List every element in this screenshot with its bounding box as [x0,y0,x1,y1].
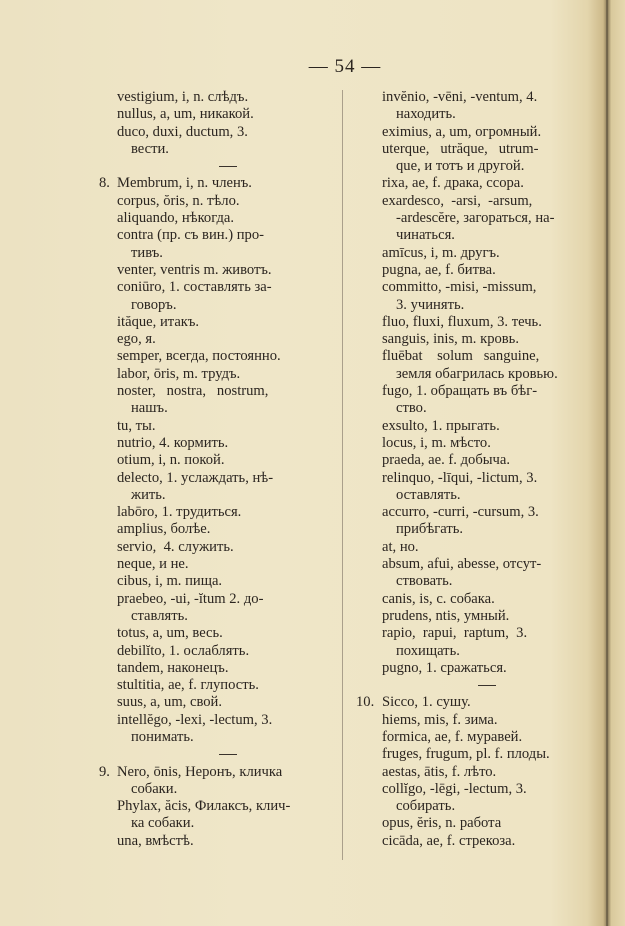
entry-text [382,625,592,642]
entry-continuation [117,608,339,625]
vocabulary-entry [382,383,592,418]
entry-line-text: amplius, болѣе. [117,521,211,538]
vocabulary-entry [117,331,339,348]
entry-text [382,89,592,106]
entry-text [356,694,592,711]
entry-text [117,504,339,521]
vocabulary-entry [117,833,339,850]
entry-line-text: земля обагрилась кровью. [396,365,558,382]
vocabulary-entry [117,124,339,159]
entry-line-text: nullus, a, um, никакой. [117,106,254,123]
entry-continuation [382,521,592,538]
vocabulary-entry [117,712,339,747]
entry-text [382,746,592,763]
entry-line-text: intellĕgo, -lexi, -lectum, 3. [117,711,273,728]
entry-line-text: exsulto, 1. прыгать. [382,417,500,434]
entry-line-text: otium, i, n. покой. [117,452,225,469]
entry-line-text: prudens, ntis, умный. [382,607,510,624]
vocabulary-entry [382,89,592,124]
entry-line-text: вести. [131,140,169,157]
entry-text [117,89,339,106]
entry-text [117,591,339,608]
entry-continuation [117,729,339,746]
section-number: 10. [356,694,375,711]
entry-line-text: ство. [396,400,427,417]
vocabulary-entry [117,106,339,123]
vocabulary-entry [382,262,592,279]
entry-line-text: aestas, ātis, f. лѣто. [382,763,497,780]
vocabulary-entry [117,556,339,573]
vocabulary-entry [382,833,592,850]
entry-line-text: formica, ae, f. муравей. [382,728,523,745]
vocabulary-entry [117,348,339,365]
vocabulary-entry [382,729,592,746]
entry-line-text: нашъ. [131,400,168,417]
entry-text [382,608,592,625]
vocabulary-entry [382,141,592,176]
entry-line-text: жить. [131,486,166,503]
vocabulary-entry [356,694,592,711]
entry-line-text: Nero, ōnis, Неронъ, кличка [117,763,283,780]
page-number: — 54 — [308,56,382,77]
vocabulary-entry [382,591,592,608]
entry-text [117,539,339,556]
vocabulary-entry [382,781,592,816]
vocabulary-entry [382,314,592,331]
entry-line-text: Membrum, i, n. членъ. [117,175,252,192]
entry-text [117,677,339,694]
entry-line-text: amīcus, i, m. другъ. [382,244,500,261]
entry-line-text: collĭgo, -lēgi, -lectum, 3. [382,780,527,797]
vocabulary-entry [382,712,592,729]
entry-line-text: una, вмѣстѣ. [117,832,194,849]
entry-text [382,331,592,348]
vocabulary-entry [382,746,592,763]
entry-line-text: locus, i, m. мѣсто. [382,434,491,451]
entry-text [117,124,339,141]
entry-continuation [382,297,592,314]
entry-text [117,573,339,590]
vocabulary-entry [117,573,339,590]
vocabulary-entry [117,279,339,314]
vocabulary-entry [117,504,339,521]
entry-continuation [382,487,592,504]
entry-line-text: ствовать. [396,573,453,590]
entry-text [382,141,592,158]
vocabulary-entry [382,348,592,383]
entry-line-text: venter, ventris m. животъ. [117,261,272,278]
vocabulary-entry [99,175,339,192]
entry-text [117,452,339,469]
vocabulary-entry [382,452,592,469]
entry-text [382,452,592,469]
entry-line-text: hiems, mis, f. зима. [382,711,498,728]
vocabulary-entry [117,262,339,279]
vocabulary-entry [382,331,592,348]
vocabulary-entry [117,677,339,694]
entry-line-text: tandem, наконецъ. [117,659,229,676]
entry-text [382,539,592,556]
entry-text [99,763,339,781]
entry-line-text: praeda, ae. f. добыча. [382,452,511,469]
entry-text [382,504,592,521]
entry-text [117,521,339,538]
entry-line-text: semper, всегда, постоянно. [117,348,281,365]
entry-line-text: stultitia, ae, f. глупость. [117,677,259,694]
vocabulary-entry [382,245,592,262]
entry-continuation [117,781,339,798]
entry-line-text: corpus, ŏris, n. тѣло. [117,192,240,209]
entry-line-text: coniūro, 1. составлять за- [117,279,272,296]
vocabulary-entry [382,470,592,505]
entry-line-text: тивъ. [131,244,163,261]
entry-text [382,175,592,192]
entry-text [117,314,339,331]
page-fold [606,0,608,926]
section-number: 9. [99,763,110,780]
entry-line-text: ка собаки. [131,815,195,832]
vocabulary-entry [382,660,592,677]
entry-text [382,418,592,435]
entry-line-text: собаки. [131,780,178,797]
entry-text [382,729,592,746]
vocabulary-entry [382,608,592,625]
entry-line-text: absum, afui, abesse, отсут- [382,556,542,573]
entry-continuation [382,643,592,660]
entry-text [382,556,592,573]
entry-text [117,227,339,244]
entry-line-text: fluo, fluxi, fluxum, 3. течь. [382,313,542,330]
entry-line-text: labor, ōris, m. трудъ. [117,365,241,382]
entry-text [382,815,592,832]
section-separator [117,158,339,175]
entry-continuation [117,487,339,504]
entry-text [117,470,339,487]
vocabulary-entry [117,798,339,833]
vocabulary-entry [117,314,339,331]
entry-text [117,712,339,729]
entry-line-text: noster, nostra, nostrum, [117,383,269,400]
entry-text [99,175,339,192]
entry-text [117,279,339,296]
vocabulary-entry [117,539,339,556]
entry-line-text: Sicco, 1. сушу. [382,694,471,711]
entry-text [382,781,592,798]
entry-continuation [382,798,592,815]
right-column [356,89,592,850]
entry-text [117,435,339,452]
entry-line-text: -ardescĕre, загораться, на- [396,210,555,227]
entry-line-text: оставлять. [396,486,461,503]
vocabulary-entry [117,193,339,210]
entry-text [117,418,339,435]
entry-line-text: duco, duxi, ductum, 3. [117,123,248,140]
vocabulary-entry [382,764,592,781]
entry-line-text: похищать. [396,642,460,659]
entry-line-text: neque, и не. [117,556,189,573]
entry-text [117,625,339,642]
entry-text [382,591,592,608]
entry-continuation [382,400,592,417]
vocabulary-entry [382,556,592,591]
entry-line-text: rixa, ae, f. драка, ссора. [382,175,524,192]
entry-text [382,435,592,452]
vocabulary-entry [382,504,592,539]
entry-line-text: ego, я. [117,331,156,348]
entry-line-text: cibus, i, m. пища. [117,573,223,590]
entry-line-text: delecto, 1. услаждать, нѣ- [117,469,274,486]
entry-continuation [382,210,592,227]
entry-line-text: чинаться. [396,227,455,244]
entry-line-text: pugna, ae, f. битва. [382,261,496,278]
entry-continuation [117,141,339,158]
entry-text [382,314,592,331]
entry-text [117,193,339,210]
entry-text [117,798,339,815]
vocabulary-entry [117,227,339,262]
vocabulary-entry [117,383,339,418]
entry-text [117,694,339,711]
entry-text [117,660,339,677]
entry-line-text: committo, -misi, -missum, [382,279,537,296]
vocabulary-entry [117,625,339,642]
entry-line-text: понимать. [131,728,194,745]
entry-line-text: pugno, 1. сражаться. [382,659,507,676]
entry-line-text: Phylax, ăcis, Филаксъ, клич- [117,798,291,815]
entry-text [382,833,592,850]
entry-text [117,833,339,850]
entry-line-text: ставлять. [131,607,188,624]
entry-text [117,383,339,400]
entry-text [382,262,592,279]
entry-line-text: accurro, -curri, -cursum, 3. [382,504,539,521]
entry-line-text: totus, a, um, весь. [117,625,223,642]
vocabulary-entry [117,643,339,660]
entry-text [117,348,339,365]
entry-text [117,331,339,348]
entry-line-text: находить. [396,106,456,123]
vocabulary-entry [99,763,339,799]
entry-line-text: fruges, frugum, pl. f. плоды. [382,746,550,763]
vocabulary-entry [117,435,339,452]
entry-line-text: uterque, utrăque, utrum- [382,140,539,157]
vocabulary-entry [117,452,339,469]
entry-line-text: vestigium, i, n. слѣдъ. [117,89,249,105]
entry-line-text: говоръ. [131,296,177,313]
vocabulary-entry [382,815,592,832]
entry-text [382,470,592,487]
entry-line-text: fugo, 1. обращать въ бѣг- [382,383,538,400]
entry-line-text: sanguis, inis, m. кровь. [382,331,519,348]
entry-line-text: suus, a, um, свой. [117,694,222,711]
entry-line-text: eximius, a, um, огромный. [382,123,542,140]
entry-line-text: at, но. [382,538,419,555]
vocabulary-entry [382,625,592,660]
entry-line-text: tu, ты. [117,417,156,434]
entry-line-text: rapio, rapui, raptum, 3. [382,625,528,642]
entry-line-text: aliquando, нѣкогда. [117,210,235,227]
vocabulary-entry [382,435,592,452]
entry-text [117,366,339,383]
entry-line-text: exardesco, -arsi, -arsum, [382,192,533,209]
entry-continuation [382,227,592,244]
section-separator [382,677,592,694]
entry-continuation [117,297,339,314]
entry-line-text: relinquo, -līqui, -lictum, 3. [382,469,538,486]
section-number: 8. [99,175,110,192]
entry-continuation [382,573,592,590]
entry-text [117,643,339,660]
vocabulary-entry [117,366,339,383]
vocabulary-entry [117,210,339,227]
entry-continuation [382,106,592,123]
entry-text [382,124,592,141]
vocabulary-entry [117,591,339,626]
entry-line-text: собирать. [396,798,456,815]
entry-continuation [117,815,339,832]
entry-line-text: canis, is, c. собака. [382,590,495,607]
column-divider [342,90,343,860]
entry-line-text: praebeo, -ui, -ĭtum 2. до- [117,590,264,607]
entry-text [382,348,592,365]
entry-text [117,210,339,227]
entry-line-text: fluēbat solum sanguine, [382,348,540,365]
entry-text [117,106,339,123]
entry-line-text: que, и тотъ и другой. [396,158,525,175]
vocabulary-entry [382,279,592,314]
vocabulary-entry [117,694,339,711]
entry-continuation [382,366,592,383]
vocabulary-entry [382,124,592,141]
entry-line-text: nutrio, 4. кормить. [117,434,229,451]
vocabulary-entry [117,470,339,505]
entry-line-text: debilĭto, 1. ослаблять. [117,642,250,659]
section-separator [117,746,339,763]
entry-continuation [382,158,592,175]
entry-line-text: opus, ĕris, n. работа [382,815,502,832]
entry-line-text: contra (пр. съ вин.) про- [117,227,264,244]
entry-line-text: ităque, итакъ. [117,313,200,330]
vocabulary-entry [382,539,592,556]
entry-line-text: cicāda, ae, f. стрекоза. [382,832,516,849]
entry-text [382,193,592,210]
entry-text [382,712,592,729]
entry-continuation [117,245,339,262]
vocabulary-entry [117,418,339,435]
entry-line-text: 3. учинять. [396,296,465,313]
entry-text [382,764,592,781]
left-column [99,89,339,850]
vocabulary-entry [117,660,339,677]
entry-text [382,383,592,400]
vocabulary-entry [117,89,339,106]
entry-continuation [117,400,339,417]
entry-line-text: прибѣгать. [396,521,464,538]
entry-line-text: labōro, 1. трудиться. [117,504,242,521]
vocabulary-entry [382,418,592,435]
vocabulary-entry [382,175,592,192]
entry-text [382,279,592,296]
entry-text [382,660,592,677]
vocabulary-entry [382,193,592,245]
entry-text [117,262,339,279]
entry-text [117,556,339,573]
entry-line-text: servio, 4. служить. [117,538,234,555]
vocabulary-entry [117,521,339,538]
entry-line-text: invĕnio, -vēni, -ventum, 4. [382,89,538,105]
entry-text [382,245,592,262]
